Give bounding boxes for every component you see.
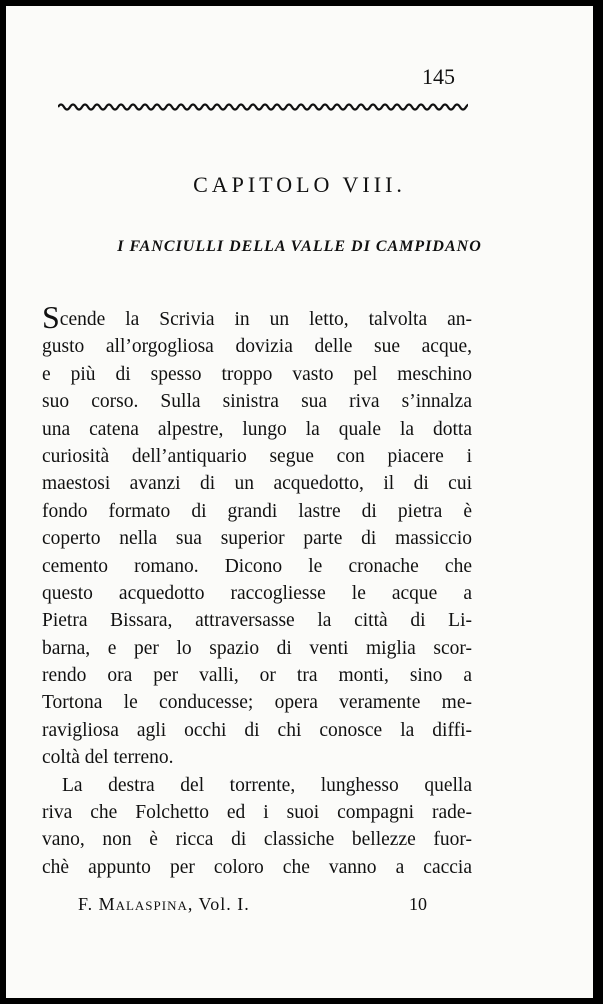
text-line: Tortona le conducesse; opera veramente me-	[42, 692, 472, 714]
author-initial: F.	[78, 894, 94, 914]
page-number: 145	[422, 64, 455, 89]
text-line: gusto all’orgogliosa dovizia delle sue acque,	[42, 336, 472, 358]
text-line: una catena alpestre, lungo la quale la dotta	[42, 418, 472, 440]
drop-cap: S	[42, 306, 60, 334]
text-line: ravigliosa agli occhi di chi conosce la diffi-	[42, 719, 472, 741]
text-line: e più di spesso troppo vasto pel meschino	[42, 363, 472, 385]
text-line: cemento romano. Dicono le cronache che	[42, 555, 472, 577]
paragraph-2	[42, 772, 472, 882]
text-line: barna, e per lo spazio di venti miglia scor-	[42, 637, 472, 659]
volume-label: , Vol. I.	[187, 894, 250, 914]
text-line-dropcap	[42, 306, 472, 333]
text-line: Pietra Bissara, attraversasse la città di Li-	[42, 610, 472, 632]
text-line: questo acquedotto raccogliesse le acque a	[42, 582, 472, 604]
ornamental-rule	[58, 102, 468, 112]
text-line: chè appunto per coloro che vanno a caccia	[42, 856, 472, 878]
paragraph-1	[42, 306, 472, 772]
text-line: suo corso. Sulla sinistra sua riva s’innalza	[42, 391, 472, 413]
text-line: La destra del torrente, lunghesso quella	[62, 774, 472, 796]
text-line: riva che Folchetto ed i suoi compagni rade-	[42, 802, 472, 824]
text-line: fondo formato di grandi lastre di pietra è	[42, 500, 472, 522]
text-line-rest: cende la Scrivia in un letto, talvolta an-	[59, 309, 472, 330]
text-line: curiosità dell’antiquario segue con piacere i	[42, 445, 472, 467]
text-line: maestosi avanzi di un acquedotto, il di cui	[42, 473, 472, 495]
author-surname: Malaspina	[98, 894, 188, 914]
text-line: vano, non è ricca di classiche bellezze fuor-	[42, 829, 472, 851]
signature-mark: 10	[409, 894, 427, 914]
chapter-title: I FANCIULLI DELLA VALLE DI CAMPIDANO	[117, 238, 482, 255]
text-line: rendo ora per valli, or tra monti, sino a	[42, 665, 472, 687]
body-text	[42, 306, 472, 881]
running-footer	[78, 894, 250, 915]
chapter-heading: CAPITOLO VIII.	[193, 172, 406, 197]
book-page	[6, 6, 593, 998]
text-line: coltà del terreno.	[42, 747, 174, 769]
text-line: coperto nella sua superior parte di massiccio	[42, 528, 472, 550]
